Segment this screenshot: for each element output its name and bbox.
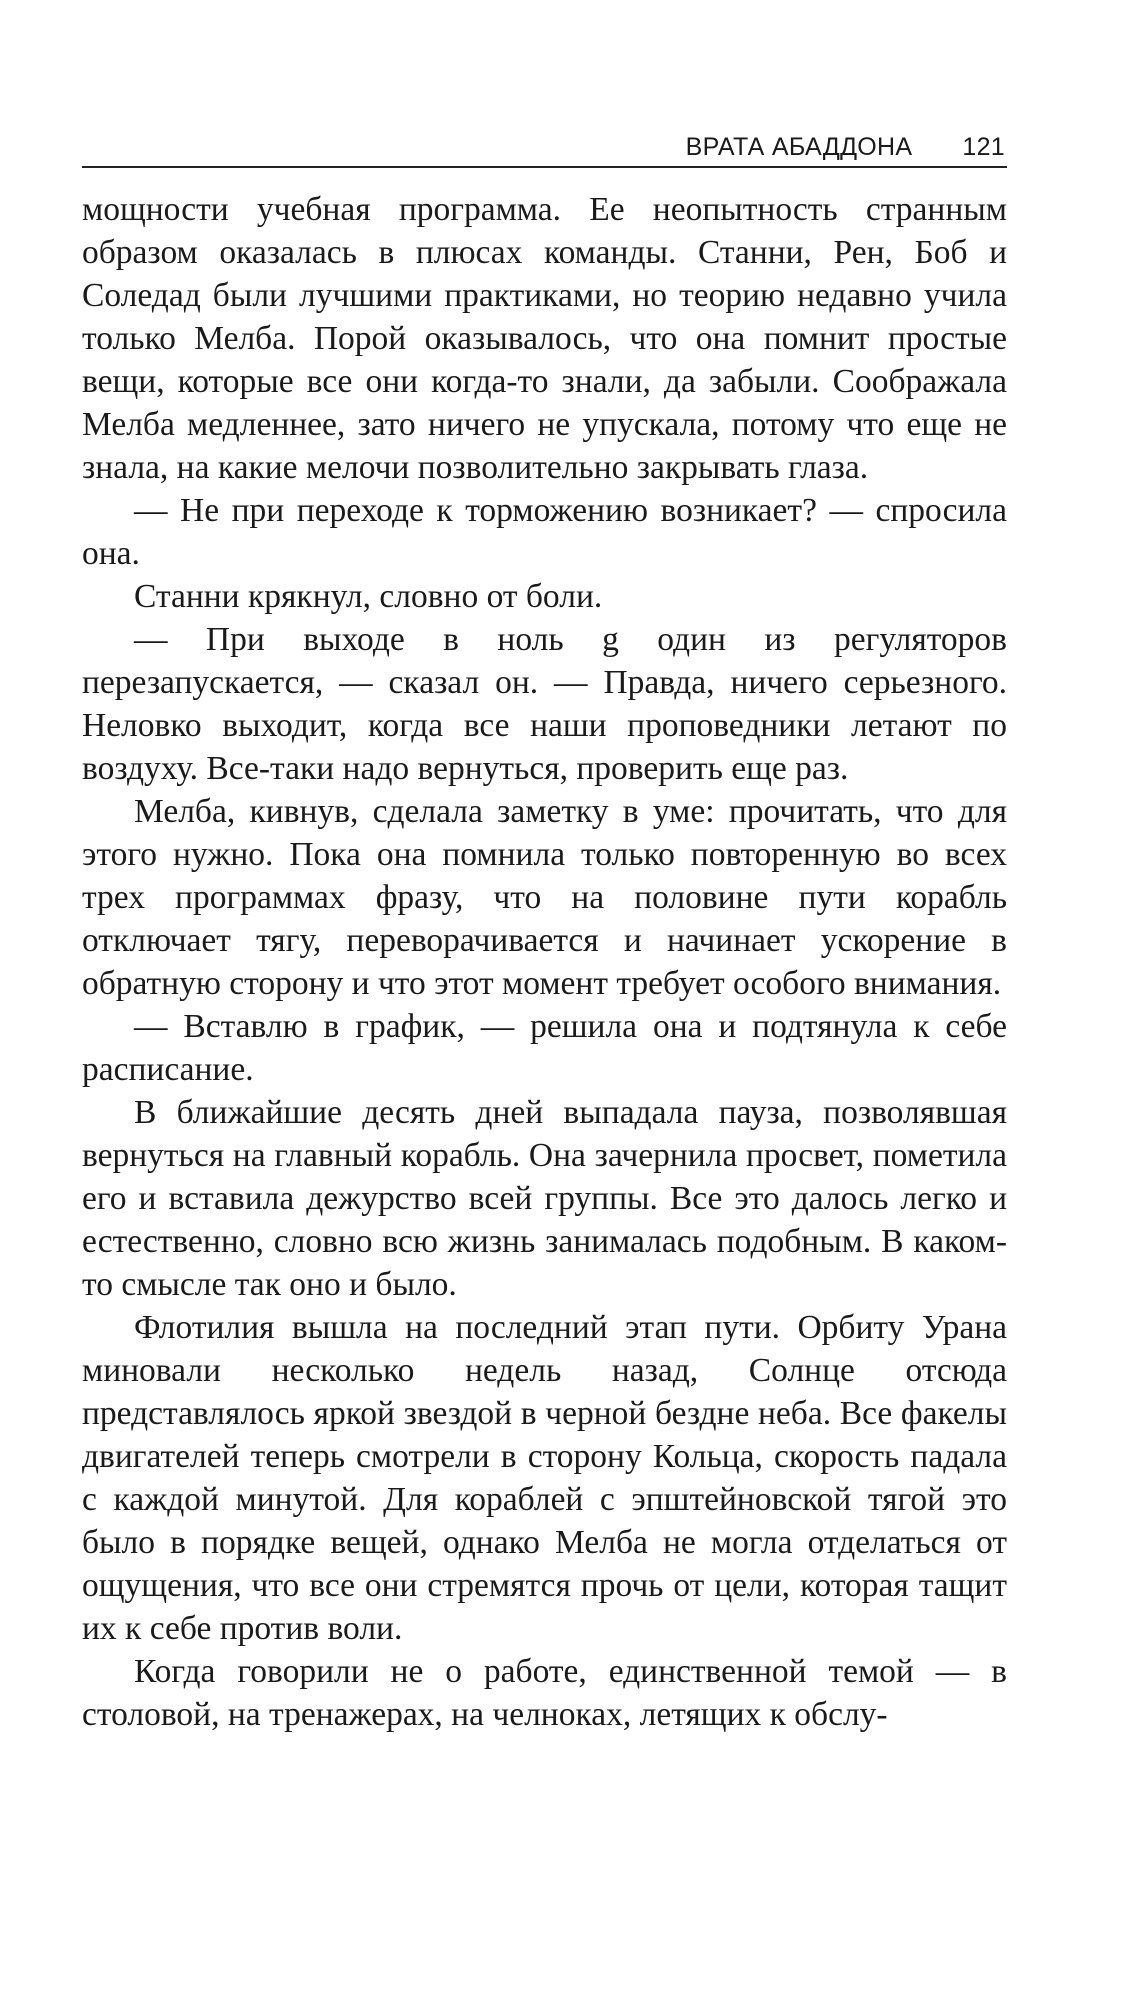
body-text (82, 188, 1007, 1736)
paragraph: Флотилия вышла на последний этап пути. Орбиту Урана миновали несколько недель назад, Солнце отсюда представлялось яркой звездой в черной бездне неба. Все факелы двигателей теперь смотрели в сторону Кольца, скорость падала с каждой минутой. Для кораблей с эпштейновской тягой это было в порядке вещей, однако Мелба не могла отделаться от ощущения, что все они стремятся прочь от цели, которая тащит их к себе против воли. (82, 1309, 1007, 1647)
running-title: ВРАТА АБАДДОНА (685, 132, 913, 161)
paragraph: В ближайшие десять дней выпадала пауза, позволявшая вернуться на главный корабль. Она зачернила просвет, пометила его и вставила дежурство всей группы. Все это далось легко и естественно, словно всю жизнь занималась подобным. В каком-то смысле так оно и было. (82, 1094, 1007, 1303)
paragraph-dialogue: — Не при переходе к торможению возникает? — спросила она. (82, 492, 1007, 572)
paragraph-dialogue: — При выходе в ноль g один из регуляторов перезапускается, — сказал он. — Правда, ничего серьезного. Неловко выходит, когда все наши проповедники летают по воздуху. Все-таки надо вернуться, проверить еще раз. (82, 621, 1007, 787)
paragraph: Мелба, кивнув, сделала заметку в уме: прочитать, что для этого нужно. Пока она помнила только повторенную во всех трех программах фразу, что на половине пути корабль отключает тягу, переворачивается и начинает ускорение в обратную сторону и что этот момент требует особого внимания. (82, 793, 1007, 1002)
paragraph-continued: мощности учебная программа. Ее неопытность странным образом оказалась в плюсах команды. Станни, Рен, Боб и Соледад были лучшими практиками, но теорию недавно учила только Мелба. Порой оказывалось, что она помнит простые вещи, которые все они когда-то знали, да забыли. Соображала Мелба медленнее, зато ничего не упускала, потому что еще не знала, на какие мелочи позволительно закрывать глаза. (82, 191, 1007, 486)
running-head (82, 128, 1007, 168)
paragraph-continues: Когда говорили не о работе, единственной темой — в столовой, на тренажерах, на челноках, летящих к обслу- (82, 1653, 1007, 1733)
page-number: 121 (962, 132, 1005, 161)
paragraph-dialogue: — Вставлю в график, — решила она и подтянула к себе расписание. (82, 1008, 1007, 1088)
paragraph: Станни крякнул, словно от боли. (134, 578, 603, 615)
